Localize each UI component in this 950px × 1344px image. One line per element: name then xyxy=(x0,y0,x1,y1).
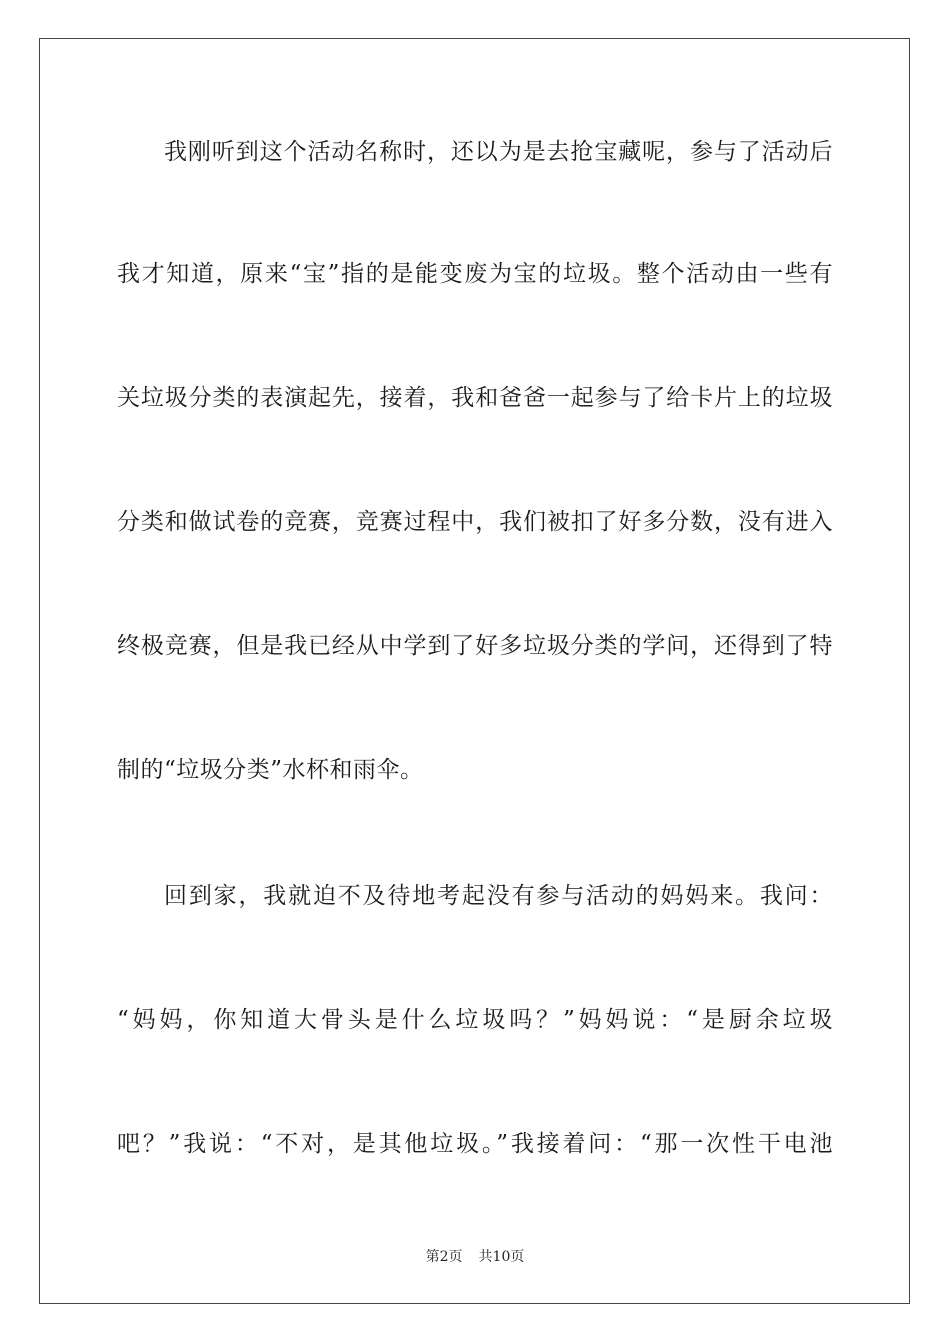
paragraph-1-line-1: 我刚听到这个活动名称时，还以为是去抢宝藏呢，参与了活动后 xyxy=(164,139,833,165)
page-footer xyxy=(0,1248,950,1266)
paragraph-1-line-5: 终极竞赛，但是我已经从中学到了好多垃圾分类的学问，还得到了特 xyxy=(117,633,833,659)
page-border xyxy=(39,38,910,1304)
paragraph-2-line-3: 吧？”我说：“不对，是其他垃圾。”我接着问：“那一次性干电池 xyxy=(117,1131,833,1157)
paragraph-1-line-6: 制的“垃圾分类”水杯和雨伞。 xyxy=(117,757,424,783)
paragraph-1-line-4: 分类和做试卷的竞赛，竞赛过程中，我们被扣了好多分数，没有进入 xyxy=(117,509,833,535)
paragraph-1-line-2: 我才知道，原来“宝”指的是能变废为宝的垃圾。整个活动由一些有 xyxy=(117,261,833,287)
paragraph-2-line-2: “妈妈，你知道大骨头是什么垃圾吗？”妈妈说：“是厨余垃圾 xyxy=(117,1007,833,1033)
paragraph-1-line-3: 关垃圾分类的表演起先，接着，我和爸爸一起参与了给卡片上的垃圾 xyxy=(117,385,833,411)
page-total: 共10页 xyxy=(478,1249,525,1265)
page-number: 第2页 xyxy=(425,1249,463,1265)
paragraph-2-line-1: 回到家，我就迫不及待地考起没有参与活动的妈妈来。我问： xyxy=(164,883,833,909)
